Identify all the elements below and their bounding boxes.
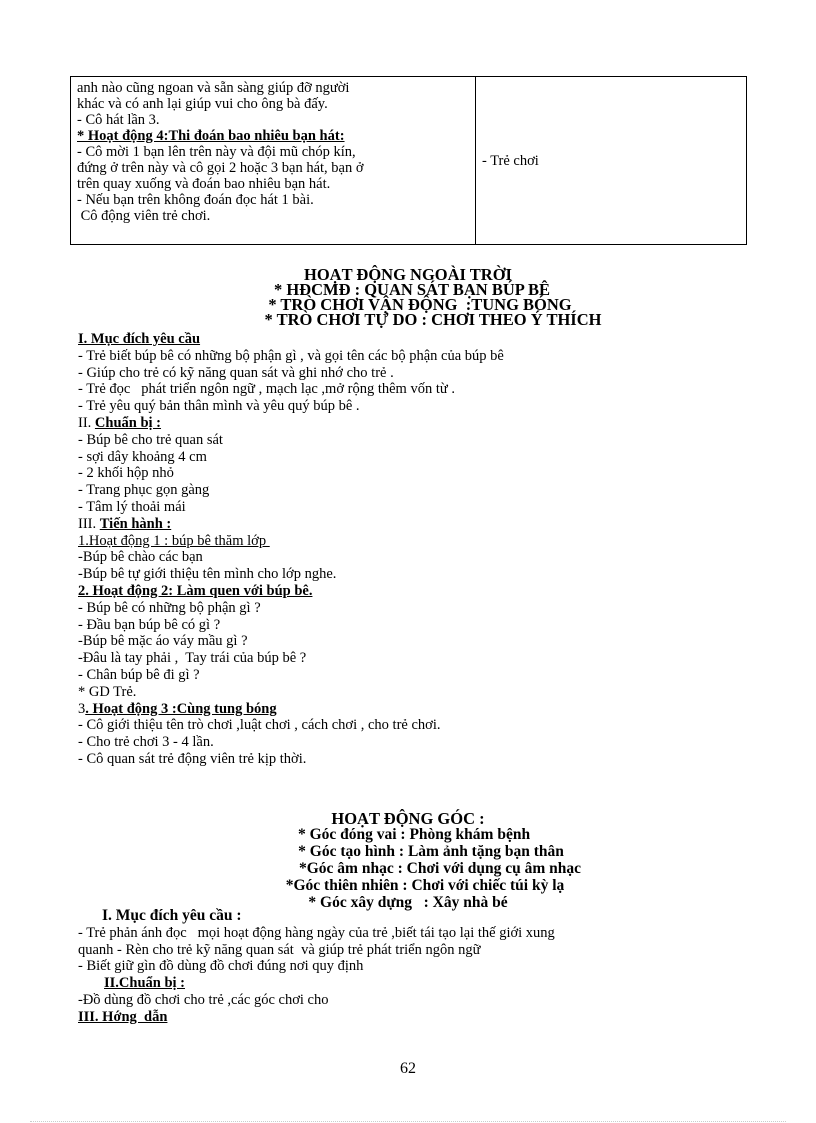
- heading-prefix: III.: [78, 515, 100, 532]
- activity-2-title: 2. Hoạt động 2: Làm quen với búp bê.: [78, 582, 313, 599]
- text-line: - Cô hát lần 3.: [77, 112, 160, 128]
- section-subtitle: * Góc xây dựng : Xây nhà bé: [308, 894, 508, 911]
- text-line: - Trẻ phản ánh đọc mọi hoạt động hàng ngày của trẻ ,biết tái tạo lại thế giới xung: [78, 924, 555, 941]
- text-line: - 2 khối hộp nhỏ: [78, 465, 174, 482]
- activity-3-title: [78, 701, 504, 718]
- text-line: - Đầu bạn búp bê có gì ?: [78, 616, 221, 633]
- corner-activity-body: [78, 908, 555, 1026]
- text-line: quanh - Rèn cho trẻ kỹ năng quan sát và giúp trẻ phát triển ngôn ngữ: [78, 941, 481, 958]
- text-line: - Nếu bạn trên không đoán đọc hát 1 bài.: [77, 192, 314, 208]
- text-line: -Búp bê mặc áo váy mầu gì ?: [78, 633, 248, 650]
- section-subtitle: * Góc tạo hình : Làm ảnh tặng bạn thân: [298, 843, 564, 860]
- text-line: - Búp bê cho trẻ quan sát: [78, 431, 223, 448]
- table-cell-activity: [71, 77, 476, 245]
- text-line: -Đâu là tay phải , Tay trái của búp bê ?: [78, 650, 307, 667]
- section-subtitle: * TRÒ CHƠI TỰ DO : CHƠI THEO Ý THÍCH: [264, 310, 602, 329]
- heading-text: Chuẩn bị :: [94, 414, 162, 431]
- text-line: đứng ở trên này và cô gọi 2 hoặc 3 bạn hát, bạn ở: [77, 160, 364, 176]
- section-subtitle: *Góc âm nhạc : Chơi với dụng cụ âm nhạc: [299, 860, 581, 877]
- section-title: HOẠT ĐỘNG NGOÀI TRỜI: [304, 265, 512, 284]
- child-activity-text: - Trẻ chơi: [482, 152, 539, 169]
- procedure-heading: [78, 516, 504, 533]
- preparation-heading: [78, 415, 504, 432]
- text-line: - Trang phục gọn gàng: [78, 482, 210, 499]
- text-line: - sợi dây khoảng 4 cm: [78, 448, 207, 465]
- text-line: - Búp bê có những bộ phận gì ?: [78, 599, 261, 616]
- text-line: -Búp bê tự giới thiệu tên mình cho lớp nghe.: [78, 566, 337, 583]
- corner-activity-heading: [0, 811, 816, 911]
- text-line: - Cô quan sát trẻ động viên trẻ kịp thời.: [78, 750, 307, 767]
- heading-text: Tiến hành :: [99, 515, 172, 532]
- activity-table: [70, 76, 747, 245]
- text-line: Cô động viên trẻ chơi.: [77, 208, 211, 224]
- page-bottom-divider: [30, 1121, 786, 1122]
- text-line: -Búp bê chào các bạn: [78, 549, 203, 566]
- purpose-heading: I. Mục đích yêu cầu :: [102, 907, 242, 924]
- activity-1-title: 1.Hoạt động 1 : búp bê thăm lớp: [78, 532, 270, 549]
- section-subtitle: *Góc thiên nhiên : Chơi với chiếc túi kỳ lạ: [285, 877, 565, 894]
- section-subtitle: * TRÒ CHƠI VẬN ĐỘNG :TUNG BÓNG: [268, 295, 572, 314]
- text-line: - Trẻ đọc phát triển ngôn ngữ , mạch lạc ,mở rộng thêm vốn từ .: [78, 381, 455, 398]
- text-line: -Đồ dùng đồ chơi cho trẻ ,các góc chơi cho: [78, 991, 329, 1008]
- outdoor-activity-body: [78, 331, 504, 768]
- text-line: khác và có anh lại giúp vui cho ông bà đấy.: [77, 96, 328, 112]
- outdoor-activity-heading: [0, 267, 816, 327]
- section-subtitle: * Góc đóng vai : Phòng khám bệnh: [297, 826, 531, 843]
- text-line: - Chân búp bê đi gì ?: [78, 666, 200, 683]
- section-subtitle: * HĐCMĐ : QUAN SÁT BẠN BÚP BÊ: [273, 280, 551, 299]
- text-line: - Trẻ biết búp bê có những bộ phận gì , và gọi tên các bộ phận của búp bê: [78, 347, 504, 364]
- text-line: - Cô giới thiệu tên trò chơi ,luật chơi , cách chơi , cho trẻ chơi.: [78, 717, 441, 734]
- text-line: - Biết giữ gìn đồ dùng đồ chơi đúng nơi quy định: [78, 958, 364, 975]
- purpose-heading: I. Mục đích yêu cầu: [78, 331, 201, 347]
- text-line: trên quay xuống và đoán bao nhiêu bạn hát.: [77, 176, 331, 192]
- heading-prefix: 3: [78, 700, 86, 717]
- text-line: - Cho trẻ chơi 3 - 4 lần.: [78, 734, 214, 751]
- section-title: HOẠT ĐỘNG GÓC :: [331, 809, 485, 828]
- text-line: anh nào cũng ngoan và sẵn sàng giúp đỡ người: [77, 80, 350, 96]
- text-line: - Tâm lý thoải mái: [78, 498, 186, 515]
- guide-heading: III. Hớng dẫn: [78, 1008, 168, 1025]
- heading-prefix: II.: [78, 414, 95, 431]
- preparation-heading: II.Chuẩn bị :: [104, 975, 185, 992]
- page-number: 62: [400, 1060, 416, 1077]
- text-line: - Cô mời 1 bạn lên trên này và đội mũ chóp kín,: [77, 144, 356, 160]
- text-line: - Trẻ yêu quý bản thân mình và yêu quý búp bê .: [78, 398, 360, 415]
- heading-text: . Hoạt động 3 :Cùng tung bóng: [85, 700, 277, 717]
- text-line: - Giúp cho trẻ có kỹ năng quan sát và ghi nhớ cho trẻ .: [78, 364, 394, 381]
- activity-4-title: * Hoạt động 4:Thi đoán bao nhiêu bạn hát:: [77, 128, 345, 144]
- text-line: * GD Trẻ.: [78, 683, 137, 700]
- table-row: [71, 77, 747, 245]
- table-cell-child-activity: [476, 77, 747, 245]
